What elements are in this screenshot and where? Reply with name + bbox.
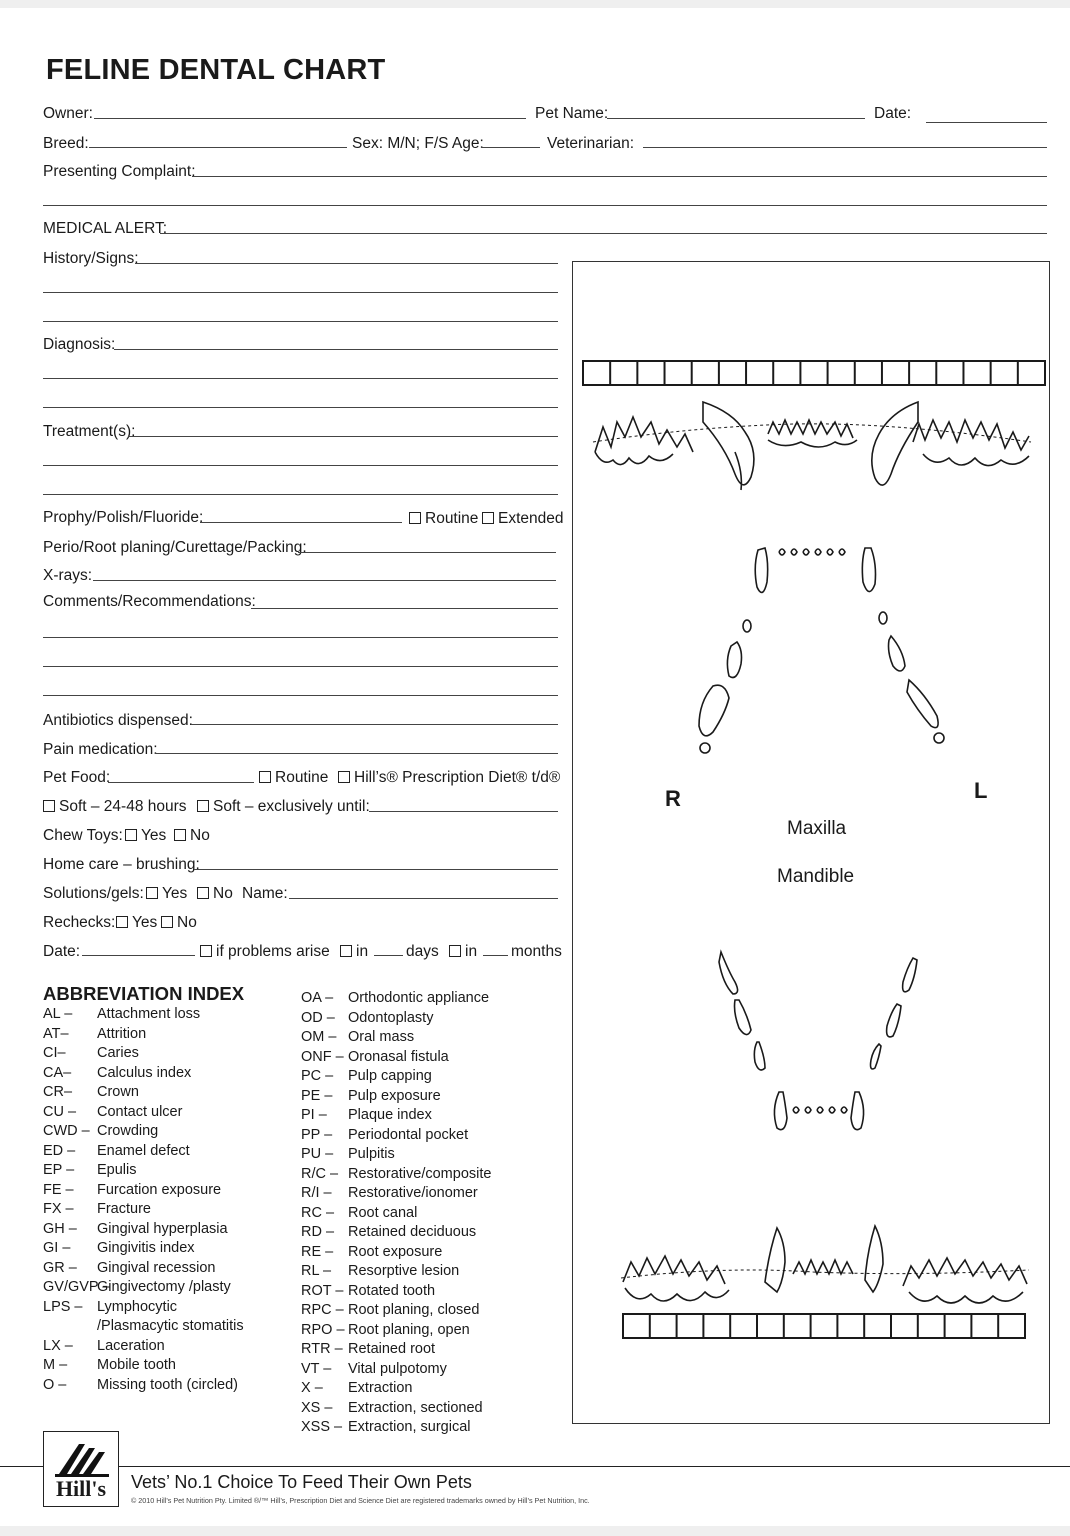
pet-food-routine-text: Routine [275,769,329,786]
abbreviation-row [301,1185,478,1201]
abbreviation-row [301,1321,470,1338]
chew-toys-yes-option[interactable] [125,827,166,845]
abbreviation-description: Fracture [97,1201,151,1217]
months-label: months [511,943,562,960]
abbreviation-code: OM – [301,1029,337,1045]
chew-toys-label: Chew Toys: [43,827,123,844]
age-field[interactable] [481,147,540,148]
abbreviation-row [43,1064,192,1081]
chew-toys-yes-checkbox[interactable] [125,829,137,841]
abbreviation-code: FE – [43,1181,74,1198]
abbreviation-code: M – [43,1357,68,1373]
xrays-field[interactable] [93,580,556,581]
abbreviation-description: Pulp exposure [348,1087,441,1104]
abbreviation-code: CU – [43,1103,77,1120]
left-side-label: L [974,778,988,803]
solutions-yes-option[interactable] [146,885,187,903]
abbreviation-row [301,1068,432,1084]
abbreviation-row [43,1045,139,1061]
veterinarian-field[interactable] [643,147,1047,148]
abbreviation-code: RTR – [301,1341,343,1357]
maxilla-tooth-boxes[interactable] [583,361,1045,385]
perio-label: Perio/Root planing/Curettage/Packing: [43,539,307,556]
abbreviation-description: Oronasal fistula [348,1048,449,1065]
abbreviation-code: ROT – [301,1282,344,1299]
abbreviation-code: CI– [43,1045,66,1061]
abbreviation-code: ONF – [301,1048,344,1065]
solutions-label: Solutions/gels: [43,885,144,902]
history-label: History/Signs: [43,250,139,267]
abbreviation-code: RPO – [301,1321,345,1338]
abbreviation-description: Extraction, sectioned [348,1399,483,1416]
pain-medication-field[interactable] [155,753,558,754]
abbreviation-code: PU – [301,1146,334,1162]
abbreviation-row [301,1009,434,1026]
abbreviation-description: Gingivitis index [97,1240,195,1256]
soft-exclusive-checkbox[interactable] [197,800,209,812]
abbreviation-code: PE – [301,1087,333,1104]
soft-until-field[interactable] [369,811,558,812]
solutions-no-text: No [213,885,233,902]
soft-24-48-checkbox[interactable] [43,800,55,812]
abbreviation-description: Furcation exposure [97,1181,222,1198]
abbreviation-description: Gingival recession [97,1259,216,1276]
prophy-field[interactable] [200,522,402,523]
hills-logo-text: Hill's [55,1476,107,1501]
prophy-extended-checkbox[interactable] [482,512,494,524]
dental-diagram [572,261,1050,1424]
presenting-complaint-field[interactable] [192,176,1047,177]
tooth-box-row[interactable] [623,1314,1025,1338]
abbreviation-description: Root canal [348,1204,418,1221]
abbreviation-row [43,1376,239,1393]
if-problems-checkbox[interactable] [200,945,212,957]
abbreviation-code: RL – [301,1263,332,1279]
days-label: days [406,943,439,960]
abbreviation-heading: ABBREVIATION INDEX [43,983,245,1004]
abbreviation-code: GI – [43,1240,71,1256]
solutions-name-label: Name: [242,885,288,902]
in-days-checkbox[interactable] [340,945,352,957]
presenting-complaint-label: Presenting Complaint: [43,163,196,180]
rechecks-no-checkbox[interactable] [161,916,173,928]
abbreviation-description: Retained root [348,1341,436,1357]
abbreviation-code: PI – [301,1107,327,1123]
pain-medication-label: Pain medication: [43,741,158,758]
soft-24-48-option[interactable] [43,798,187,816]
prophy-label: Prophy/Polish/Fluoride: [43,509,204,526]
sex-age-label: Sex: M/N; F/S Age: [352,135,484,152]
abbreviation-description: Periodontal pocket [348,1126,469,1143]
abbreviation-description: Vital pulpotomy [348,1360,447,1377]
abbreviation-code: AL – [43,1006,73,1022]
comments-field-2[interactable] [43,637,558,638]
abbreviation-description: Crown [97,1084,139,1100]
rechecks-no-option[interactable] [161,914,197,932]
presenting-complaint-field-2[interactable] [43,205,1047,206]
abbreviation-row [43,1162,137,1178]
footer-divider [0,1466,1070,1467]
pet-food-routine-checkbox[interactable] [259,771,271,783]
dental-chart-page [0,8,1070,1526]
abbreviation-description: Extraction [348,1380,413,1396]
abbreviation-description: Epulis [97,1162,137,1178]
abbreviation-row [43,1025,147,1042]
abbreviation-description: Extraction, surgical [348,1419,471,1435]
abbreviation-description: Retained deciduous [348,1224,477,1240]
pet-name-label: Pet Name: [535,105,609,122]
abbreviation-code: RE – [301,1243,334,1260]
mandible-tooth-boxes[interactable] [623,1314,1025,1338]
solutions-no-checkbox[interactable] [197,887,209,899]
pet-food-hills-checkbox[interactable] [338,771,350,783]
comments-field-3[interactable] [43,666,558,667]
owner-field[interactable] [94,118,526,119]
medical-alert-label: MEDICAL ALERT: [43,220,168,237]
abbreviation-description: Lymphocytic [97,1298,178,1315]
home-care-field[interactable] [194,869,558,870]
abbreviation-description: Laceration [97,1337,165,1354]
footer-tagline: Vets’ No.1 Choice To Feed Their Own Pets [131,1472,472,1492]
abbreviation-row [43,1006,201,1022]
abbreviation-code: AT– [43,1025,69,1042]
abbreviation-row [43,1220,228,1237]
mandible-lateral-view [621,1226,1029,1303]
abbreviation-code: RD – [301,1224,335,1240]
abbreviation-code: GH – [43,1220,77,1237]
rechecks-yes-text: Yes [132,914,158,931]
abbreviation-row [43,1181,222,1198]
antibiotics-field[interactable] [191,724,558,725]
abbreviation-description: Attachment loss [97,1006,201,1022]
abbreviation-row [301,1204,418,1221]
abbreviation-description: Caries [97,1045,139,1061]
pet-food-label: Pet Food: [43,769,111,786]
abbreviation-row [301,1087,441,1104]
pet-food-field[interactable] [108,782,254,783]
history-field[interactable] [135,263,558,264]
in-months-option[interactable] [449,943,477,961]
solutions-yes-checkbox[interactable] [146,887,158,899]
abbreviation-code: RPC – [301,1302,344,1318]
soft-exclusive-option[interactable] [197,798,370,816]
treatment-field[interactable] [128,436,558,437]
abbreviation-description: Contact ulcer [97,1103,183,1120]
abbreviation-row [301,1048,449,1065]
abbreviation-row [43,1123,159,1139]
abbreviation-code: GV/GVP – [43,1279,111,1295]
abbreviation-code: XS – [301,1399,333,1416]
abbreviation-description: Pulpitis [348,1146,395,1162]
abbreviation-description: Pulp capping [348,1068,432,1084]
abbreviation-row [43,1279,231,1295]
chew-toys-yes-text: Yes [141,827,167,844]
mandible-label: Mandible [777,866,855,887]
abbreviation-row [301,1107,432,1123]
abbreviation-row [301,1263,460,1279]
abbreviation-row [301,1419,471,1435]
abbreviation-code: FX – [43,1201,74,1217]
abbreviation-row [301,990,490,1006]
prophy-extended-option[interactable] [482,510,564,528]
in-days-text: in [356,943,369,960]
abbreviation-row [301,1380,413,1396]
pet-food-hills-text: Hill’s® Prescription Diet® t/d® [354,769,561,786]
abbreviation-row [301,1399,483,1416]
hills-logo [43,1431,119,1507]
chew-toys-no-option[interactable] [174,827,210,845]
abbreviation-code: R/I – [301,1185,332,1201]
abbreviation-description: Gingivectomy /plasty [97,1279,231,1295]
abbreviation-description: Restorative/ionomer [348,1185,478,1201]
months-field[interactable] [483,955,508,956]
treatment-field-3[interactable] [43,494,558,495]
maxilla-label: Maxilla [787,818,847,839]
tooth-box-row[interactable] [583,361,1045,385]
abbreviation-code: RC – [301,1204,335,1221]
abbreviation-code: PC – [301,1068,334,1084]
pet-food-hills-option[interactable] [338,769,560,787]
owner-label: Owner: [43,105,93,122]
abbreviation-code: CA– [43,1064,72,1081]
abbreviation-row [301,1146,395,1162]
abbreviation-row [43,1259,216,1276]
abbreviation-description: /Plasmacytic stomatitis [97,1318,244,1334]
abbreviation-row [43,1240,195,1256]
abbreviation-row [43,1201,151,1217]
pet-food-routine-option[interactable] [259,769,328,787]
right-side-label: R [665,786,681,811]
rechecks-yes-option[interactable] [116,914,157,932]
breed-label: Breed: [43,135,89,152]
abbreviation-description: Calculus index [97,1064,192,1081]
treatment-field-2[interactable] [43,465,558,466]
abbreviation-row [43,1142,190,1159]
in-days-option[interactable] [340,943,368,961]
days-field[interactable] [374,955,403,956]
history-field-3[interactable] [43,321,558,322]
abbreviation-row [43,1084,139,1100]
medical-alert-field[interactable] [160,233,1047,234]
maxilla-occlusal-view [699,548,944,753]
diagnosis-label: Diagnosis: [43,336,116,353]
tooth-diagram [573,262,1048,1422]
abbreviation-row [43,1337,165,1354]
abbreviation-code: VT – [301,1360,332,1377]
prophy-routine-text: Routine [425,510,479,527]
abbreviation-code: X – [301,1380,323,1396]
date-field[interactable] [926,122,1047,123]
page-title: FELINE DENTAL CHART [46,54,386,86]
diagnosis-field-3[interactable] [43,407,558,408]
home-care-label: Home care – brushing: [43,856,200,873]
abbreviation-row [301,1243,443,1260]
abbreviation-row [301,1029,415,1045]
diagnosis-field[interactable] [114,349,558,350]
pet-name-field[interactable] [607,118,865,119]
soft-exclusive-text: Soft – exclusively until: [213,798,370,815]
abbreviation-row [301,1302,480,1318]
prophy-routine-option[interactable] [409,510,478,528]
in-months-checkbox[interactable] [449,945,461,957]
abbreviation-description: Root exposure [348,1243,443,1260]
abbreviation-code: R/C – [301,1165,339,1182]
abbreviation-description: Resorptive lesion [348,1263,460,1279]
veterinarian-label: Veterinarian: [547,135,635,152]
recheck-date-field[interactable] [82,955,195,956]
solutions-yes-text: Yes [162,885,188,902]
abbreviation-code: LX – [43,1337,73,1354]
abbreviation-description: Missing tooth (circled) [97,1376,239,1393]
abbreviation-code: CR– [43,1084,73,1100]
abbreviation-code: ED – [43,1142,76,1159]
abbreviation-description: Mobile tooth [97,1357,176,1373]
abbreviation-description: Enamel defect [97,1142,190,1159]
comments-label: Comments/Recommendations: [43,593,256,610]
abbreviation-description: Orthodontic appliance [348,990,490,1006]
abbreviation-code: CWD – [43,1123,90,1139]
prophy-routine-checkbox[interactable] [409,512,421,524]
abbreviation-row [43,1103,183,1120]
abbreviation-code: LPS – [43,1298,83,1315]
abbreviation-row [301,1224,477,1240]
soft-24-48-text: Soft – 24-48 hours [59,798,187,815]
abbreviation-description: Attrition [97,1025,147,1042]
footer-legal: © 2010 Hill’s Pet Nutrition Pty. Limited ®/™ Hill’s, Prescription Diet and Science Diet are registered trademarks owned by Hill’s Pet Nutrition, Inc. [131,1496,590,1505]
xrays-label: X-rays: [43,567,93,584]
if-problems-text: if problems arise [216,943,330,960]
abbreviation-code: OD – [301,1009,335,1026]
abbreviation-description: Restorative/composite [348,1165,492,1182]
comments-field-4[interactable] [43,695,558,696]
abbreviation-description: Oral mass [348,1029,415,1045]
antibiotics-label: Antibiotics dispensed: [43,712,193,729]
rechecks-no-text: No [177,914,197,931]
abbreviation-description: Crowding [97,1123,159,1139]
abbreviation-row [301,1165,492,1182]
rechecks-yes-checkbox[interactable] [116,916,128,928]
treatment-label: Treatment(s): [43,423,136,440]
history-field-2[interactable] [43,292,558,293]
rechecks-label: Rechecks: [43,914,116,931]
abbreviation-description: Root planing, open [348,1321,470,1338]
abbreviation-description: Rotated tooth [348,1282,436,1299]
abbreviation-row [43,1357,176,1373]
abbreviation-code: OA – [301,990,334,1006]
if-problems-option[interactable] [200,943,330,961]
mandible-occlusal-view [719,952,917,1130]
in-months-text: in [465,943,478,960]
diagnosis-field-2[interactable] [43,378,558,379]
prophy-extended-text: Extended [498,510,564,527]
solutions-no-option[interactable] [197,885,233,903]
abbreviation-description: Root planing, closed [348,1302,480,1318]
abbreviation-code: XSS – [301,1419,343,1435]
abbreviation-description: Plaque index [348,1107,432,1123]
abbreviation-code: O – [43,1376,67,1393]
abbreviation-description: Odontoplasty [348,1009,434,1026]
abbreviation-code: PP – [301,1126,333,1143]
abbreviation-row [301,1341,436,1357]
abbreviation-code: EP – [43,1162,75,1178]
recheck-date-label: Date: [43,943,81,960]
abbreviation-row [301,1360,447,1377]
abbreviation-row [43,1298,178,1315]
chew-toys-no-text: No [190,827,210,844]
solutions-name-field[interactable] [289,898,558,899]
chew-toys-no-checkbox[interactable] [174,829,186,841]
abbreviation-code: GR – [43,1259,77,1276]
abbreviation-row [301,1126,469,1143]
date-label: Date: [874,105,912,122]
perio-field[interactable] [298,552,556,553]
maxilla-lateral-view [593,402,1031,490]
abbreviation-row [301,1282,436,1299]
comments-field[interactable] [251,608,558,609]
abbreviation-description: Gingival hyperplasia [97,1220,228,1237]
breed-field[interactable] [89,147,347,148]
